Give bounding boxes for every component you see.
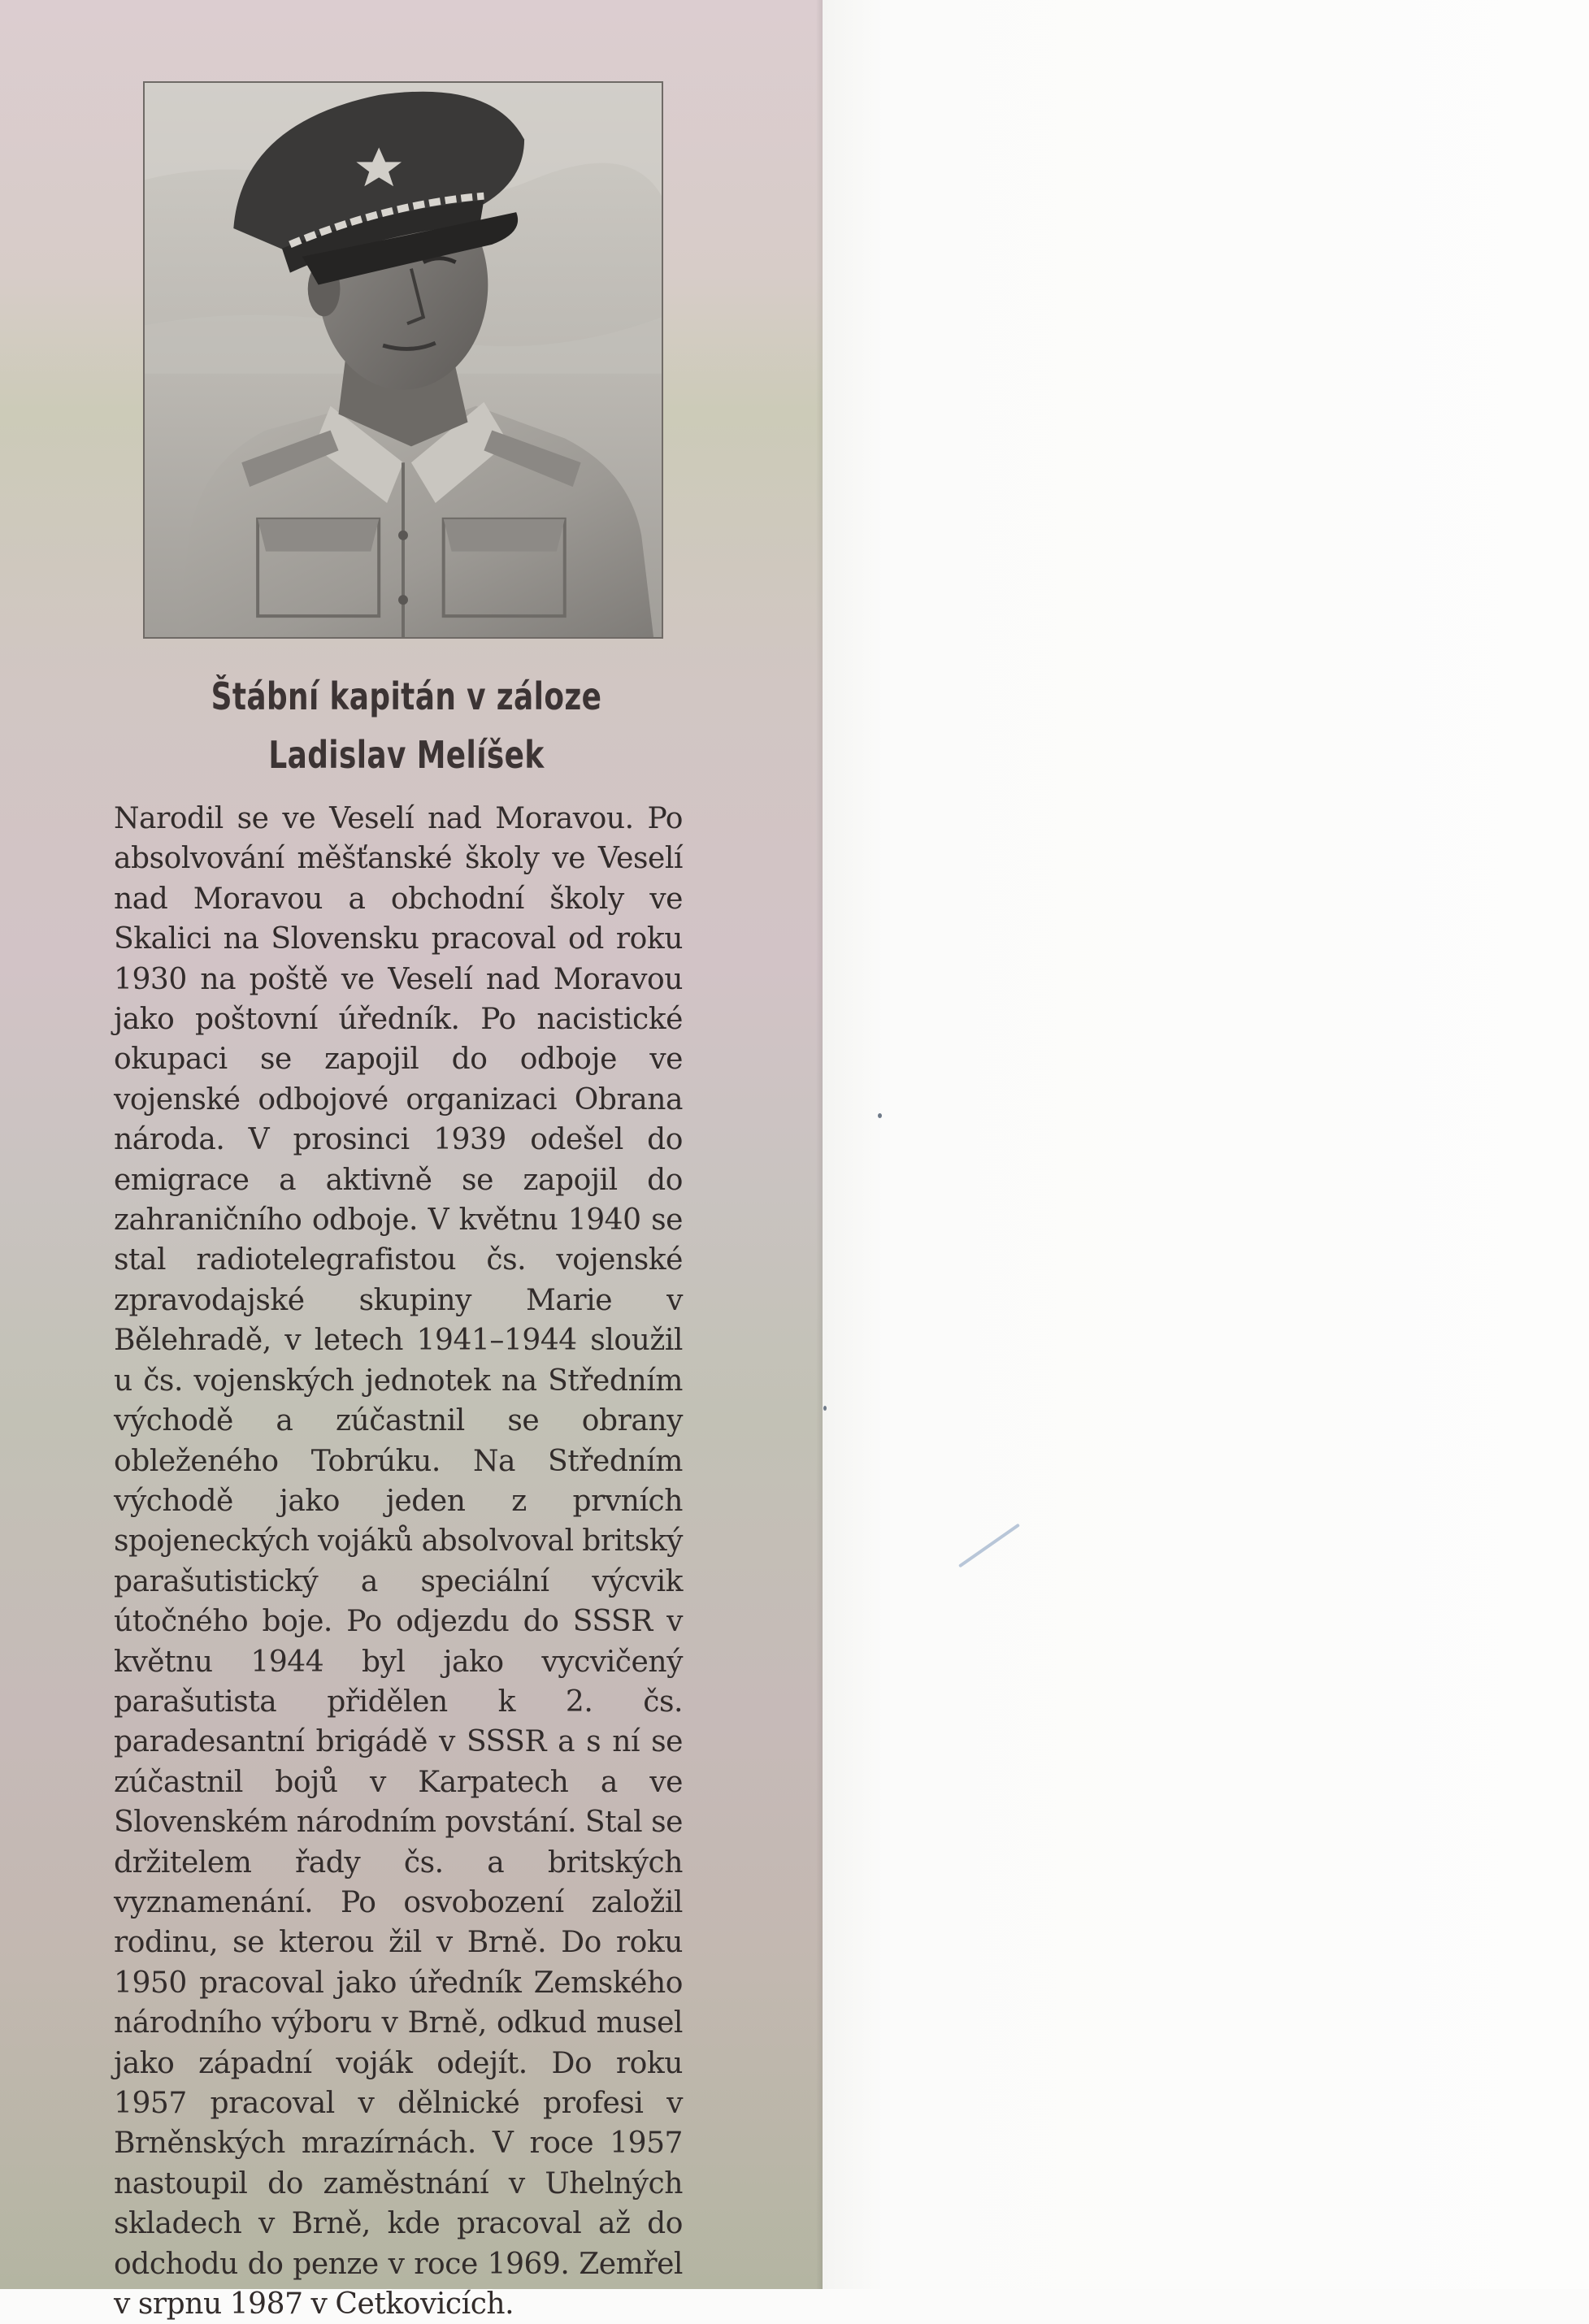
portrait-photo	[143, 81, 663, 639]
soldier-portrait-icon	[145, 83, 662, 637]
paper-speck	[878, 1113, 882, 1118]
biography-text: Narodil se ve Veselí nad Moravou. Po absolvování měšťanské školy ve Veselí nad Moravou a obchodní školy ve Skalici na Slovensku pracoval od roku 1930 na poště ve Veselí nad Moravou jako poštovní úředník. Po nacistické okupaci se zapojil do odboje ve vojenské odbojové organizaci Obrana národa. V prosinci 1939 odešel do emigrace a aktivně se zapojil do zahraničního odboje. V květnu 1940 se stal radiotelegrafistou čs. vojenské zpravodajské skupiny Marie v Bělehradě, v letech 1941–1944 sloužil u čs. vojenských jednotek na Středním východě a zúčastnil se obrany obleženého Tobrúku. Na Středním východě jako jeden z prvních spojeneckých vojáků absolvoval britský parašutistický a speciální výcvik útočného boje. Po odjezdu do SSSR v květnu 1944 byl jako vycvičený parašutista přidělen k 2. čs. paradesantní brigádě v SSSR a s ní se zúčastnil bojů v Karpatech a ve Slovenském národním povstání. Stal se držitelem řady čs. a britských vyznamenání. Po osvobození založil rodinu, se kterou žil v Brně. Do roku 1950 pracoval jako úředník Zemského národního výboru v Brně, odkud musel jako západní voják odejít. Do roku 1957 pracoval v dělnické profesi v Brněnských mrazírnách. V roce 1957 nastoupil do zaměstnání v Uhelných skladech v Brně, kde pracoval až do odchodu do penze v roce 1969. Zemřel v srpnu 1987 v Cetkovicích.	[114, 802, 683, 2322]
rank-heading: Štábní kapitán v záloze	[211, 674, 602, 718]
paper-scratch	[958, 1524, 1020, 1568]
back-cover-right-panel	[823, 0, 1589, 2289]
name-heading: Ladislav Melíšek	[268, 733, 545, 777]
paper-speck	[823, 1406, 827, 1411]
